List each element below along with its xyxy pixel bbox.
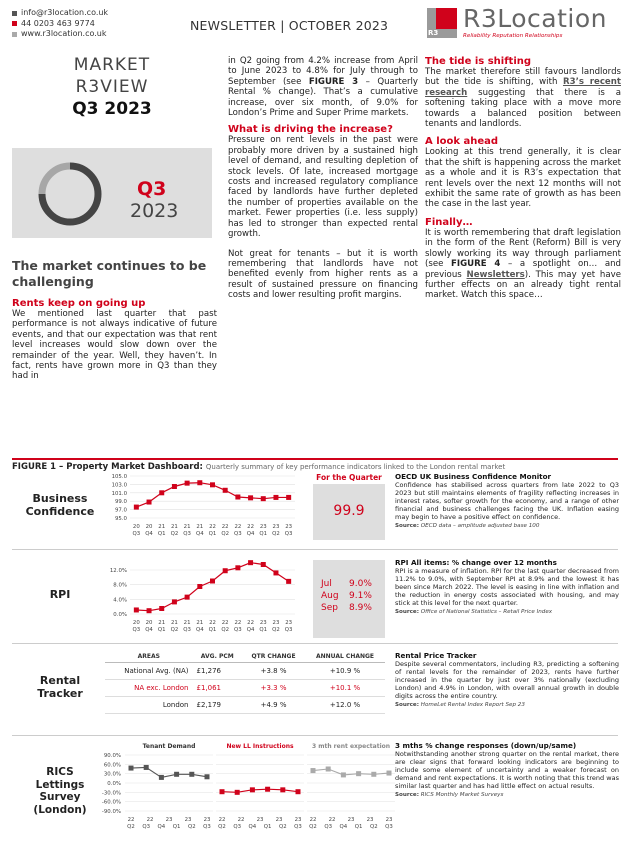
x-tick-label: 21 [170, 620, 178, 626]
web-icon [12, 32, 17, 37]
title-line-3: Q3 2023 [72, 99, 152, 119]
data-point [273, 495, 278, 500]
x-tick-label: Q3 [132, 627, 141, 633]
x-tick-label: 22 [234, 524, 242, 530]
x-tick-label: Q3 [294, 824, 302, 830]
col3-heading-2: A look ahead [425, 136, 499, 148]
x-tick-label: 23 [165, 817, 173, 823]
y-tick-label: 0.0% [107, 781, 121, 787]
col1-heading: Rents keep on going up [12, 298, 146, 309]
y-tick-label: 0.0% [113, 612, 127, 618]
x-tick-label: 22 [209, 524, 216, 530]
data-point [250, 787, 255, 792]
data-point [248, 560, 253, 565]
data-point [280, 787, 285, 792]
x-tick-label: Q4 [195, 627, 204, 633]
table-row: London £2,179 +4.9 % +12.0 % [105, 697, 385, 714]
business-heading: OECD UK Business Confidence Monitor [395, 472, 552, 481]
x-tick-label: 20 [132, 620, 140, 626]
figure-divider [12, 458, 618, 460]
data-point [261, 562, 266, 567]
col2-p2: Pressure on rent levels in the past were probably more driven by a sustained high level of demand, and resulting depletion of stock levels. Of late, increased mortgage costs and increased regulatory compliance faced by landlords have further depleted the number of properties available on the market. Fewer properties (i.e. less supply) has led to stronger than expected rental growth. [228, 135, 418, 240]
y-tick-label: 99.0 [114, 499, 127, 506]
x-tick-label: 22 [127, 817, 135, 823]
rpi-heading: RPI All items: % change over 12 months [395, 558, 557, 567]
series-line [131, 767, 207, 777]
business-confidence-text [395, 472, 619, 529]
newsletter-title: NEWSLETTER | OCTOBER 2023 [190, 18, 389, 33]
column-2 [228, 56, 418, 301]
x-tick-label: Q3 [234, 627, 242, 633]
x-tick-label: 23 [347, 817, 355, 823]
x-tick-label: Q2 [221, 531, 230, 537]
rpi-stat-aug: Aug 9.1% [321, 591, 372, 601]
x-tick-label: 22 [209, 620, 216, 626]
column-1 [12, 298, 217, 382]
badge-quarter: Q3 [137, 178, 167, 200]
data-point [172, 484, 177, 489]
data-point [205, 774, 210, 779]
x-tick-label: Q2 [221, 627, 230, 633]
market-review-title [12, 55, 212, 119]
data-point [159, 606, 164, 611]
panel-title: New LL Instructions [226, 743, 294, 750]
x-tick-label: 23 [203, 817, 211, 823]
x-tick-label: Q1 [208, 531, 217, 537]
data-point [129, 766, 134, 771]
email-icon [12, 11, 17, 16]
x-tick-label: Q3 [183, 531, 191, 537]
rpi-stat-sep: Sep 8.9% [321, 603, 372, 613]
data-point [147, 608, 152, 613]
x-tick-label: Q3 [284, 531, 293, 537]
x-tick-label: Q1 [259, 531, 268, 537]
data-point [220, 789, 225, 794]
email[interactable]: info@r3location.co.uk [21, 8, 109, 17]
x-tick-label: Q2 [218, 824, 226, 830]
data-point [210, 482, 215, 487]
r3location-logo [415, 6, 623, 44]
business-confidence-label: Business Confidence [25, 492, 95, 518]
row-separator [12, 549, 618, 550]
title-line-1: MARKET [73, 55, 151, 75]
y-tick-label: 60.0% [103, 762, 121, 769]
y-tick-label: 97.0 [114, 507, 127, 514]
x-tick-label: 20 [132, 524, 140, 530]
newsletters-link[interactable]: Newsletters [466, 269, 525, 280]
data-point [273, 570, 278, 575]
x-tick-label: Q4 [157, 824, 166, 830]
data-point [286, 579, 291, 584]
col2-p3: Not great for tenants – but it is worth remembering that landlords have not benefited evenly from higher rents as a result of sustained pressure on financing costs and lower resulting profit margins. [228, 248, 418, 301]
y-tick-label: -30.0% [101, 790, 121, 797]
x-tick-label: 23 [256, 817, 264, 823]
x-tick-label: Q3 [324, 824, 333, 830]
x-tick-label: Q2 [272, 531, 280, 537]
data-point [265, 787, 270, 792]
rental-tracker-label: Rental Tracker [37, 674, 83, 700]
x-tick-label: Q2 [187, 824, 196, 830]
panel-title: 3 mth rent expectation [311, 743, 391, 750]
data-point [235, 565, 240, 570]
x-tick-label: Q4 [246, 531, 255, 537]
data-point [387, 771, 392, 776]
rics-body: Notwithstanding another strong quarter on the rental market, there are clear signs that forward looking indicators are beginning to include some element of uncertainty and a weaker forecast on demand and rent expectations. It is worth noting that this trend was similar last quarter and has had little effect on actual results. [395, 750, 619, 790]
col3-heading-1: The tide is shifting [425, 56, 532, 67]
logo-name: R3Location [463, 4, 608, 33]
data-point [286, 495, 291, 500]
x-tick-label: Q4 [195, 531, 204, 537]
x-tick-label: Q3 [183, 627, 191, 633]
y-tick-label: 8.0% [113, 582, 127, 589]
data-point [235, 790, 240, 795]
x-tick-label: 22 [247, 524, 255, 530]
table-row: National Avg. (NA) £1,276 +3.8 % +10.9 % [105, 663, 385, 680]
x-tick-label: Q3 [203, 824, 211, 830]
y-tick-label: 4.0% [113, 597, 127, 604]
rics-text [395, 741, 619, 798]
x-tick-label: 20 [145, 524, 153, 530]
figure-subtitle: Quarterly summary of key performance indicators linked to the London rental market [205, 463, 506, 471]
data-point [197, 584, 202, 589]
x-tick-label: 23 [285, 524, 293, 530]
rpi-stat-jul: Jul 9.0% [321, 579, 372, 589]
rics-label: RICS Lettings Survey (London) [33, 766, 87, 816]
data-point [311, 768, 316, 773]
panel-title: Tenant Demand [142, 743, 196, 750]
x-tick-label: Q3 [233, 824, 242, 830]
table-row: NA exc. London £1,061 +3.3 % +10.1 % [105, 680, 385, 697]
data-point [134, 607, 139, 612]
x-tick-label: Q1 [157, 531, 166, 537]
figure-3-ref: FIGURE 3 [308, 76, 359, 87]
r3view-text: R3VIEW [75, 77, 149, 97]
data-point [341, 772, 346, 777]
x-tick-label: 23 [294, 817, 302, 823]
data-point [261, 496, 266, 501]
x-tick-label: 22 [146, 817, 154, 823]
col3-p2: Looking at this trend generally, it is clear that the shift is happening across the market as a whole and it is R3’s expectation that rent levels over the next 12 months will not exhibit the same rate of growth as has been the case in the last year. [425, 147, 621, 210]
x-tick-label: Q3 [132, 531, 141, 537]
col3-heading-3: Finally… [425, 216, 473, 228]
x-tick-label: Q1 [354, 824, 363, 830]
rental-heading: Rental Price Tracker [395, 651, 477, 660]
rental-body: Despite several commentators, including R3, predicting a softening of rental levels for the remainder of 2023, rents have further increased in the quarter by just over 3% nationally (excluding London) and 4.9% in London, with overall annual growth in double digits across the entire country. [395, 660, 619, 700]
x-tick-label: 22 [237, 817, 245, 823]
col-qtr-change: QTR CHANGE [242, 651, 305, 663]
x-tick-label: 23 [259, 620, 267, 626]
data-point [296, 789, 301, 794]
x-tick-label: Q2 [127, 824, 135, 830]
x-tick-label: 23 [184, 817, 192, 823]
rpi-source: Source: Office of National Statistics – Retail Price Index [395, 609, 553, 615]
rental-source: Source: HomeLet Rental Index Report Sep 23 [395, 702, 525, 708]
y-tick-label: 30.0% [103, 771, 121, 778]
data-point [326, 767, 331, 772]
rpi-text [395, 558, 619, 615]
x-tick-label: 22 [221, 524, 229, 530]
rpi-stats [321, 578, 372, 614]
col3-p1: The market therefore still favours landlords but the tide is shifting, with R3’s recent research suggesting that there is a softening taking place with a move more towards a balanced position between tenants and landlords. [425, 67, 621, 130]
col2-heading: What is driving the increase? [228, 124, 393, 136]
data-point [197, 480, 202, 485]
y-tick-label: 105.0 [111, 474, 127, 480]
figure-title: FIGURE 1 – Property Market Dashboard: Quarterly summary of key performance indicators linked to the London rental market [12, 462, 506, 472]
x-tick-label: 23 [272, 524, 280, 530]
data-point [185, 595, 190, 600]
rpi-chart [100, 560, 300, 640]
x-tick-label: 21 [196, 524, 204, 530]
business-source: Source: OECD data – amplitude adjusted base 100 [395, 523, 540, 529]
data-point [159, 490, 164, 495]
phone: 44 0203 463 9774 [21, 18, 95, 28]
x-tick-label: Q1 [157, 627, 166, 633]
x-tick-label: Q1 [172, 824, 181, 830]
table-header-row [105, 651, 385, 663]
x-tick-label: Q2 [272, 627, 280, 633]
x-tick-label: 23 [272, 620, 280, 626]
x-tick-label: Q4 [246, 627, 255, 633]
data-point [185, 481, 190, 486]
y-tick-label: 90.0% [103, 753, 121, 759]
badge-year: 2023 [130, 200, 179, 222]
x-tick-label: Q1 [208, 627, 217, 633]
x-tick-label: Q4 [339, 824, 348, 830]
x-tick-label: 21 [183, 524, 191, 530]
research-link[interactable]: R3’s recent research [425, 77, 621, 98]
rpi-stats-box [313, 560, 385, 638]
x-tick-label: 23 [285, 620, 293, 626]
data-point [172, 599, 177, 604]
y-tick-label: 12.0% [109, 568, 127, 574]
x-tick-label: 23 [275, 817, 283, 823]
rics-source: Source: RICS Monthly Market Surveys [395, 792, 504, 798]
data-point [144, 765, 149, 770]
figure-4-ref: FIGURE 4 [451, 259, 501, 270]
x-tick-label: 21 [196, 620, 204, 626]
business-body: Confidence has stabilised across quarters from late 2022 to Q3 2023 but still maintains elements of fragility reflecting increases in interest rates, softer growth for the economy, and a range of other financial and business challenges facing the UK. Inflation easing may begin to have a positive effect on confidence. [395, 481, 619, 521]
x-tick-label: Q2 [170, 531, 179, 537]
data-point [356, 771, 361, 776]
data-point [248, 495, 253, 500]
x-tick-label: Q4 [248, 824, 257, 830]
x-tick-label: 22 [218, 817, 226, 823]
x-tick-label: 21 [170, 524, 178, 530]
website[interactable]: www.r3location.co.uk [21, 29, 107, 38]
rental-tracker-text [395, 651, 619, 708]
x-tick-label: 20 [145, 620, 153, 626]
business-confidence-value-box [313, 484, 385, 540]
for-the-quarter-label: For the Quarter [316, 473, 382, 482]
data-point [223, 488, 228, 493]
col-annual-change: ANNUAL CHANGE [305, 651, 385, 663]
y-tick-label: 101.0 [111, 490, 127, 497]
x-tick-label: Q4 [145, 531, 153, 537]
x-tick-label: 21 [158, 524, 166, 530]
y-tick-label: 103.0 [111, 482, 127, 489]
column-3 [425, 56, 621, 301]
x-tick-label: 22 [247, 620, 255, 626]
x-tick-label: 22 [221, 620, 229, 626]
business-confidence-chart [100, 468, 300, 543]
series-line [313, 769, 389, 775]
data-point [210, 579, 215, 584]
col-avg-pcm: AVG. PCM [193, 651, 243, 663]
x-tick-label: Q2 [278, 824, 287, 830]
business-confidence-value: 99.9 [333, 503, 365, 519]
data-point [134, 505, 139, 510]
col-areas: AREAS [105, 651, 193, 663]
x-tick-label: Q2 [309, 824, 317, 830]
y-tick-label: 95.0 [114, 516, 127, 522]
x-tick-label: Q3 [142, 824, 151, 830]
q3-badge [12, 148, 212, 238]
x-tick-label: 23 [259, 524, 267, 530]
x-tick-label: 23 [385, 817, 393, 823]
data-point [371, 772, 376, 777]
x-tick-label: 23 [366, 817, 374, 823]
col3-p3: It is worth remembering that draft legislation in the form of the Rent (Reform) Bill is very slowly working its way through parliament (see FIGURE 4 – a spotlight on… and previous Newsletters). This may yet have further effects on an already tight rental market. Watch this space… [425, 227, 622, 301]
x-tick-label: Q2 [369, 824, 378, 830]
data-point [159, 775, 164, 780]
title-line-2 [12, 77, 212, 97]
col1-body: We mentioned last quarter that past performance is not always indicative of future events, and that our expectation was that rent level increases would slow down over the remainder of the year. Well, they haven’t. In fact, rents have grown more in Q3 than they had in [12, 309, 217, 382]
rpi-body: RPI is a measure of inflation. RPI for the last quarter decreased from 11.2% to 9.0%, with September RPI at 8.9% and the lowest it has been since March 2022. The level is easing in line with inflation and the reduction in energy costs associated with housing, and may stick at this level for the next quarter. [395, 567, 619, 607]
rics-charts [95, 739, 393, 835]
logo-tagline: Reliability Reputation Relationships [463, 33, 563, 39]
data-point [189, 772, 194, 777]
cover-subheading: The market continues to be challenging [12, 258, 207, 289]
x-tick-label: Q3 [385, 824, 393, 830]
rpi-label: RPI [49, 588, 71, 601]
x-tick-label: Q1 [259, 627, 268, 633]
y-tick-label: -90.0% [101, 809, 121, 815]
logo-mark: R3 [427, 8, 457, 38]
data-point [223, 568, 228, 573]
x-tick-label: 22 [309, 817, 317, 823]
data-point [147, 500, 152, 505]
contact-block [12, 8, 108, 40]
y-tick-label: -60.0% [101, 799, 121, 806]
x-tick-label: Q4 [145, 627, 153, 633]
row-separator [12, 643, 618, 644]
x-tick-label: 21 [183, 620, 191, 626]
x-tick-label: 22 [234, 620, 242, 626]
data-point [174, 772, 179, 777]
rics-heading: 3 mths % change responses (down/up/same) [395, 741, 577, 750]
x-tick-label: 21 [158, 620, 166, 626]
quarter-ring-icon [12, 148, 212, 238]
series-line [222, 789, 298, 792]
data-point [235, 495, 240, 500]
col2-p1: in Q2 going from 4.2% increase from April to June 2023 to 4.8% for July through to September (see FIGURE 3 – Quarterly Rental % change). That’s a cumulative increase, over six month, of 9.0% for London’s Prime and Super Prime markets. [228, 56, 419, 119]
x-tick-label: Q3 [234, 531, 242, 537]
rental-tracker-table [105, 651, 385, 714]
x-tick-label: Q1 [263, 824, 272, 830]
row-separator [12, 735, 618, 736]
x-tick-label: Q2 [170, 627, 179, 633]
x-tick-label: Q3 [284, 627, 293, 633]
phone-icon [12, 21, 17, 26]
x-tick-label: 22 [328, 817, 336, 823]
